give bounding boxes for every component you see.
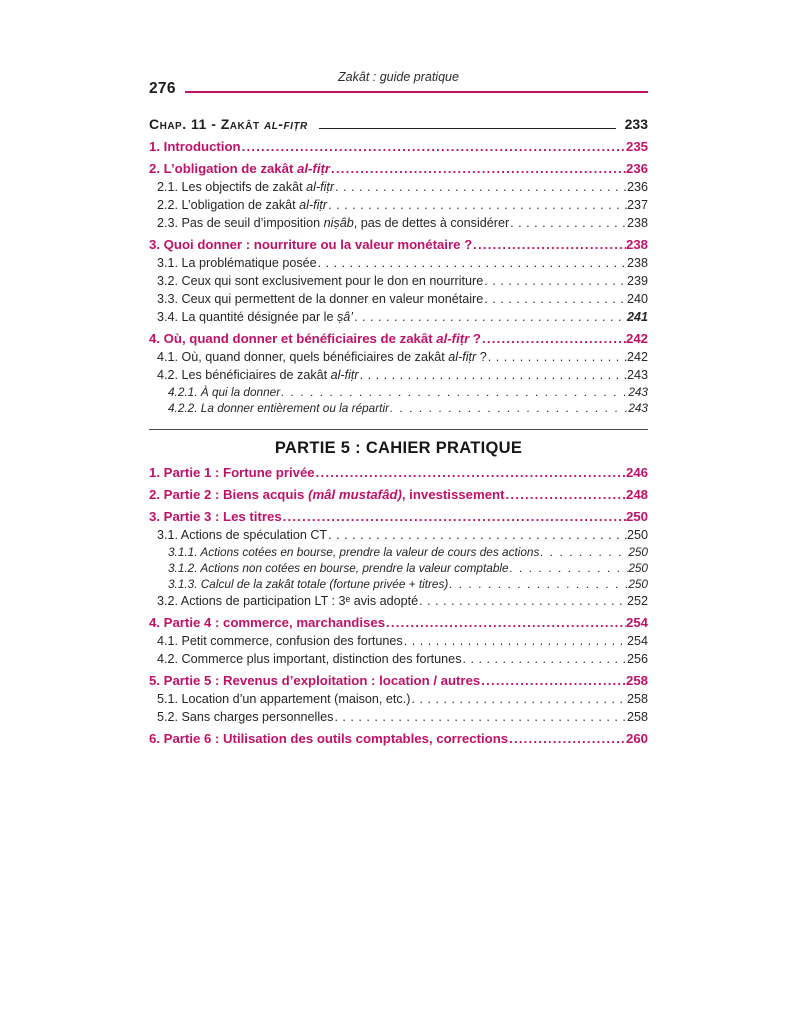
toc-entry: [149, 708, 648, 726]
toc-entry-page: 248: [625, 487, 648, 502]
dot-leader: [327, 526, 627, 544]
text-segment: 3.3. Ceux qui permettent de la donner en valeur monétaire: [157, 292, 484, 306]
toc-entry: [149, 672, 648, 690]
toc-entry-page: 237: [626, 198, 648, 212]
toc-entry-label: [157, 690, 410, 708]
header-rule: [185, 91, 648, 93]
toc-entry-page: 242: [626, 350, 648, 364]
text-segment: 6. Partie 6 : Utilisation des outils comptables, corrections: [149, 731, 509, 746]
text-segment: 3.2. Ceux qui sont exclusivement pour le don en nourriture: [157, 274, 484, 288]
text-segment: 2.2. L’obligation de zakât: [157, 198, 300, 212]
dot-leader: [280, 384, 628, 400]
text-segment: 4.2. Les bénéficiaires de zakât: [157, 368, 331, 382]
page-content: [149, 70, 648, 748]
text-segment: ?: [476, 350, 487, 364]
text-segment: 3.1. La problématique posée: [157, 256, 317, 270]
text-segment: 2. L’obligation de zakât: [149, 161, 298, 176]
toc-entry-page: 258: [625, 673, 648, 688]
toc-entry-page: 235: [625, 139, 648, 154]
toc-entry-page: 258: [626, 692, 648, 706]
text-segment: , investissement: [401, 487, 505, 502]
toc-entry: [149, 614, 648, 632]
toc-entry-label: [157, 592, 418, 610]
text-segment: 4.2.2. La donner entièrement ou la répartir: [168, 401, 390, 415]
text-segment: 5.1. Location d’un appartement (maison, etc.): [157, 692, 411, 706]
toc-entry: [149, 236, 648, 254]
toc-entry-label: [157, 308, 353, 326]
folio-row: [149, 80, 648, 98]
dot-leader: [509, 560, 629, 576]
toc-entry-page: 242: [625, 331, 648, 346]
text-segment: 3.4. La quantité désignée par le: [157, 310, 337, 324]
text-segment: al-fiṭr: [436, 331, 470, 346]
toc-part-5: [149, 464, 648, 748]
toc-entry-page: 236: [625, 161, 648, 176]
toc-entry-label: [157, 366, 359, 384]
toc-entry-label: [157, 254, 317, 272]
text-segment: 3.1.3. Calcul de la zakât totale (fortune privée + titres): [168, 577, 449, 591]
text-segment: 5.2. Sans charges personnelles: [157, 710, 334, 724]
toc-entry-page: 238: [626, 256, 648, 270]
text-segment: 4.1. Où, quand donner, quels bénéficiaires de zakât: [157, 350, 449, 364]
dot-leader: [509, 214, 627, 232]
page-header: [149, 70, 648, 114]
page-number-folio: 276: [149, 80, 176, 97]
toc-entry-page: 250: [628, 561, 648, 575]
toc-entry-label: [168, 544, 539, 560]
text-segment: al-fiṭr: [448, 350, 477, 364]
toc-entry: [149, 508, 648, 526]
toc-entry-page: 250: [625, 509, 648, 524]
dot-leader: [448, 576, 628, 592]
toc-entry: [149, 400, 648, 416]
text-segment: 3.1.2. Actions non cotées en bourse, prendre la valeur comptable: [168, 561, 509, 575]
toc-entry-label: [157, 632, 403, 650]
toc-entry: [149, 196, 648, 214]
text-segment: 3. Quoi donner : nourriture ou la valeur monétaire ?: [149, 237, 473, 252]
dot-leader: [330, 160, 626, 178]
toc-entry-label: [149, 236, 472, 254]
toc-entry: [149, 290, 648, 308]
toc-entry: [149, 272, 648, 290]
toc-entry-label: [157, 708, 333, 726]
dot-leader: [487, 348, 627, 366]
toc-entry: [149, 254, 648, 272]
toc-entry: [149, 308, 648, 326]
toc-entry-page: 258: [626, 710, 648, 724]
dot-leader: [353, 308, 627, 326]
toc-entry: [149, 544, 648, 560]
dot-leader: [508, 730, 626, 748]
toc-entry: [149, 730, 648, 748]
toc-entry-label: [157, 348, 487, 366]
toc-entry: [149, 348, 648, 366]
text-segment: niṣâb: [323, 216, 354, 230]
toc-entry-label: [149, 614, 385, 632]
dot-leader: [539, 544, 628, 560]
toc-entry-label: [149, 730, 508, 748]
toc-entry-page: 250: [628, 577, 648, 591]
text-segment: 4.1. Petit commerce, confusion des fortunes: [157, 634, 403, 648]
toc-entry-page: 239: [626, 274, 648, 288]
text-segment: 4.2. Commerce plus important, distinction des fortunes: [157, 652, 462, 666]
dot-leader: [327, 196, 627, 214]
dot-leader: [317, 254, 627, 272]
dot-leader: [385, 614, 626, 632]
toc-entry-page: 250: [626, 528, 648, 542]
text-segment: al-fiṭr: [299, 198, 328, 212]
text-segment: 4. Où, quand donner et bénéficiaires de zakât: [149, 331, 437, 346]
toc-entry-label: [149, 464, 315, 482]
toc-entry-page: 246: [625, 465, 648, 480]
dot-leader: [418, 592, 627, 610]
chapter-title: [149, 116, 308, 132]
dot-leader: [403, 632, 627, 650]
dot-leader: [504, 486, 626, 504]
toc-entry-page: 236: [626, 180, 648, 194]
running-title: Zakât : guide pratique: [338, 70, 459, 84]
toc-entry: [149, 384, 648, 400]
text-segment: 1. Partie 1 : Fortune privée: [149, 465, 315, 480]
toc-entry-label: [149, 330, 481, 348]
toc-entry-label: [149, 138, 241, 156]
dot-leader: [462, 650, 627, 668]
text-segment: 4.2.1. À qui la donner: [168, 385, 281, 399]
toc-entry: [149, 160, 648, 178]
toc-entry-page: 243: [626, 368, 648, 382]
dot-leader: [410, 690, 627, 708]
toc-entry-label: [149, 508, 282, 526]
toc-entry-page: 252: [626, 594, 648, 608]
toc-entry: [149, 178, 648, 196]
toc-entry-page: 254: [626, 634, 648, 648]
chapter-leader-line: [319, 128, 616, 129]
part-separator-rule: [149, 429, 648, 430]
text-segment: ṣâ’: [336, 310, 354, 324]
toc-entry: [149, 464, 648, 482]
text-segment: 3.2. Actions de participation LT : 3ᵉ avis adopté: [157, 594, 419, 608]
text-segment: Chap. 11 - Zakât: [149, 116, 264, 132]
toc-entry-label: [157, 526, 327, 544]
toc-entry-label: [168, 384, 280, 400]
toc-entry: [149, 526, 648, 544]
toc-entry: [149, 486, 648, 504]
dot-leader: [480, 672, 626, 690]
chapter-page-number: 233: [624, 116, 648, 132]
text-segment: (mâl mustafâd): [308, 487, 402, 502]
part-title: PARTIE 5 : CAHIER PRATIQUE: [274, 439, 523, 457]
toc-entry: [149, 650, 648, 668]
toc-entry: [149, 632, 648, 650]
toc-entry-label: [149, 160, 330, 178]
text-segment: al-fiṭr: [263, 116, 308, 132]
toc-entry-page: 243: [628, 401, 648, 415]
dot-leader: [282, 508, 626, 526]
text-segment: 1. Introduction: [149, 139, 241, 154]
toc-entry-label: [168, 400, 389, 416]
toc-entry-label: [157, 272, 483, 290]
dot-leader: [481, 330, 626, 348]
toc-entry: [149, 690, 648, 708]
text-segment: al-fiṭr: [297, 161, 330, 176]
text-segment: 2.3. Pas de seuil d’imposition: [157, 216, 324, 230]
dot-leader: [483, 290, 627, 308]
text-segment: 5. Partie 5 : Revenus d’exploitation : location / autres: [149, 673, 481, 688]
toc-entry-label: [168, 576, 448, 592]
toc-entry-page: 260: [625, 731, 648, 746]
text-segment: , pas de dettes à considérer: [353, 216, 510, 230]
dot-leader: [483, 272, 627, 290]
text-segment: ?: [469, 331, 481, 346]
toc-chapter-11: [149, 138, 648, 416]
toc-entry-label: [149, 486, 504, 504]
toc-entry-label: [157, 290, 483, 308]
toc-entry: [149, 330, 648, 348]
text-segment: 2.1. Les objectifs de zakât: [157, 180, 307, 194]
toc-entry: [149, 214, 648, 232]
toc-entry-label: [149, 672, 480, 690]
toc-entry-page: 238: [625, 237, 648, 252]
dot-leader: [315, 464, 626, 482]
dot-leader: [472, 236, 626, 254]
toc-entry-label: [157, 214, 509, 232]
toc-entry: [149, 560, 648, 576]
toc-entry: [149, 138, 648, 156]
toc-entry-page: 240: [626, 292, 648, 306]
dot-leader: [359, 366, 627, 384]
dot-leader: [334, 178, 627, 196]
dot-leader: [333, 708, 627, 726]
text-segment: 3.1.1. Actions cotées en bourse, prendre la valeur de cours des actions: [168, 545, 540, 559]
toc-entry-page: 241: [626, 310, 648, 324]
text-segment: 3. Partie 3 : Les titres: [149, 509, 282, 524]
toc-entry-page: 256: [626, 652, 648, 666]
toc-entry-label: [168, 560, 509, 576]
text-segment: 4. Partie 4 : commerce, marchandises: [149, 615, 386, 630]
toc-entry: [149, 592, 648, 610]
toc-entry-page: 250: [628, 545, 648, 559]
dot-leader: [389, 400, 628, 416]
toc-entry: [149, 576, 648, 592]
toc-entry-page: 243: [628, 385, 648, 399]
text-segment: 3.1. Actions de spéculation CT: [157, 528, 328, 542]
text-segment: al-fiṭr: [330, 368, 359, 382]
text-segment: 2. Partie 2 : Biens acquis: [149, 487, 309, 502]
text-segment: al-fiṭr: [306, 180, 335, 194]
toc-entry-label: [157, 196, 327, 214]
toc-entry: [149, 366, 648, 384]
toc-entry-page: 254: [625, 615, 648, 630]
dot-leader: [241, 138, 626, 156]
toc-entry-page: 238: [626, 216, 648, 230]
toc-entry-label: [157, 650, 462, 668]
chapter-heading: [149, 116, 648, 132]
toc-entry-label: [157, 178, 334, 196]
